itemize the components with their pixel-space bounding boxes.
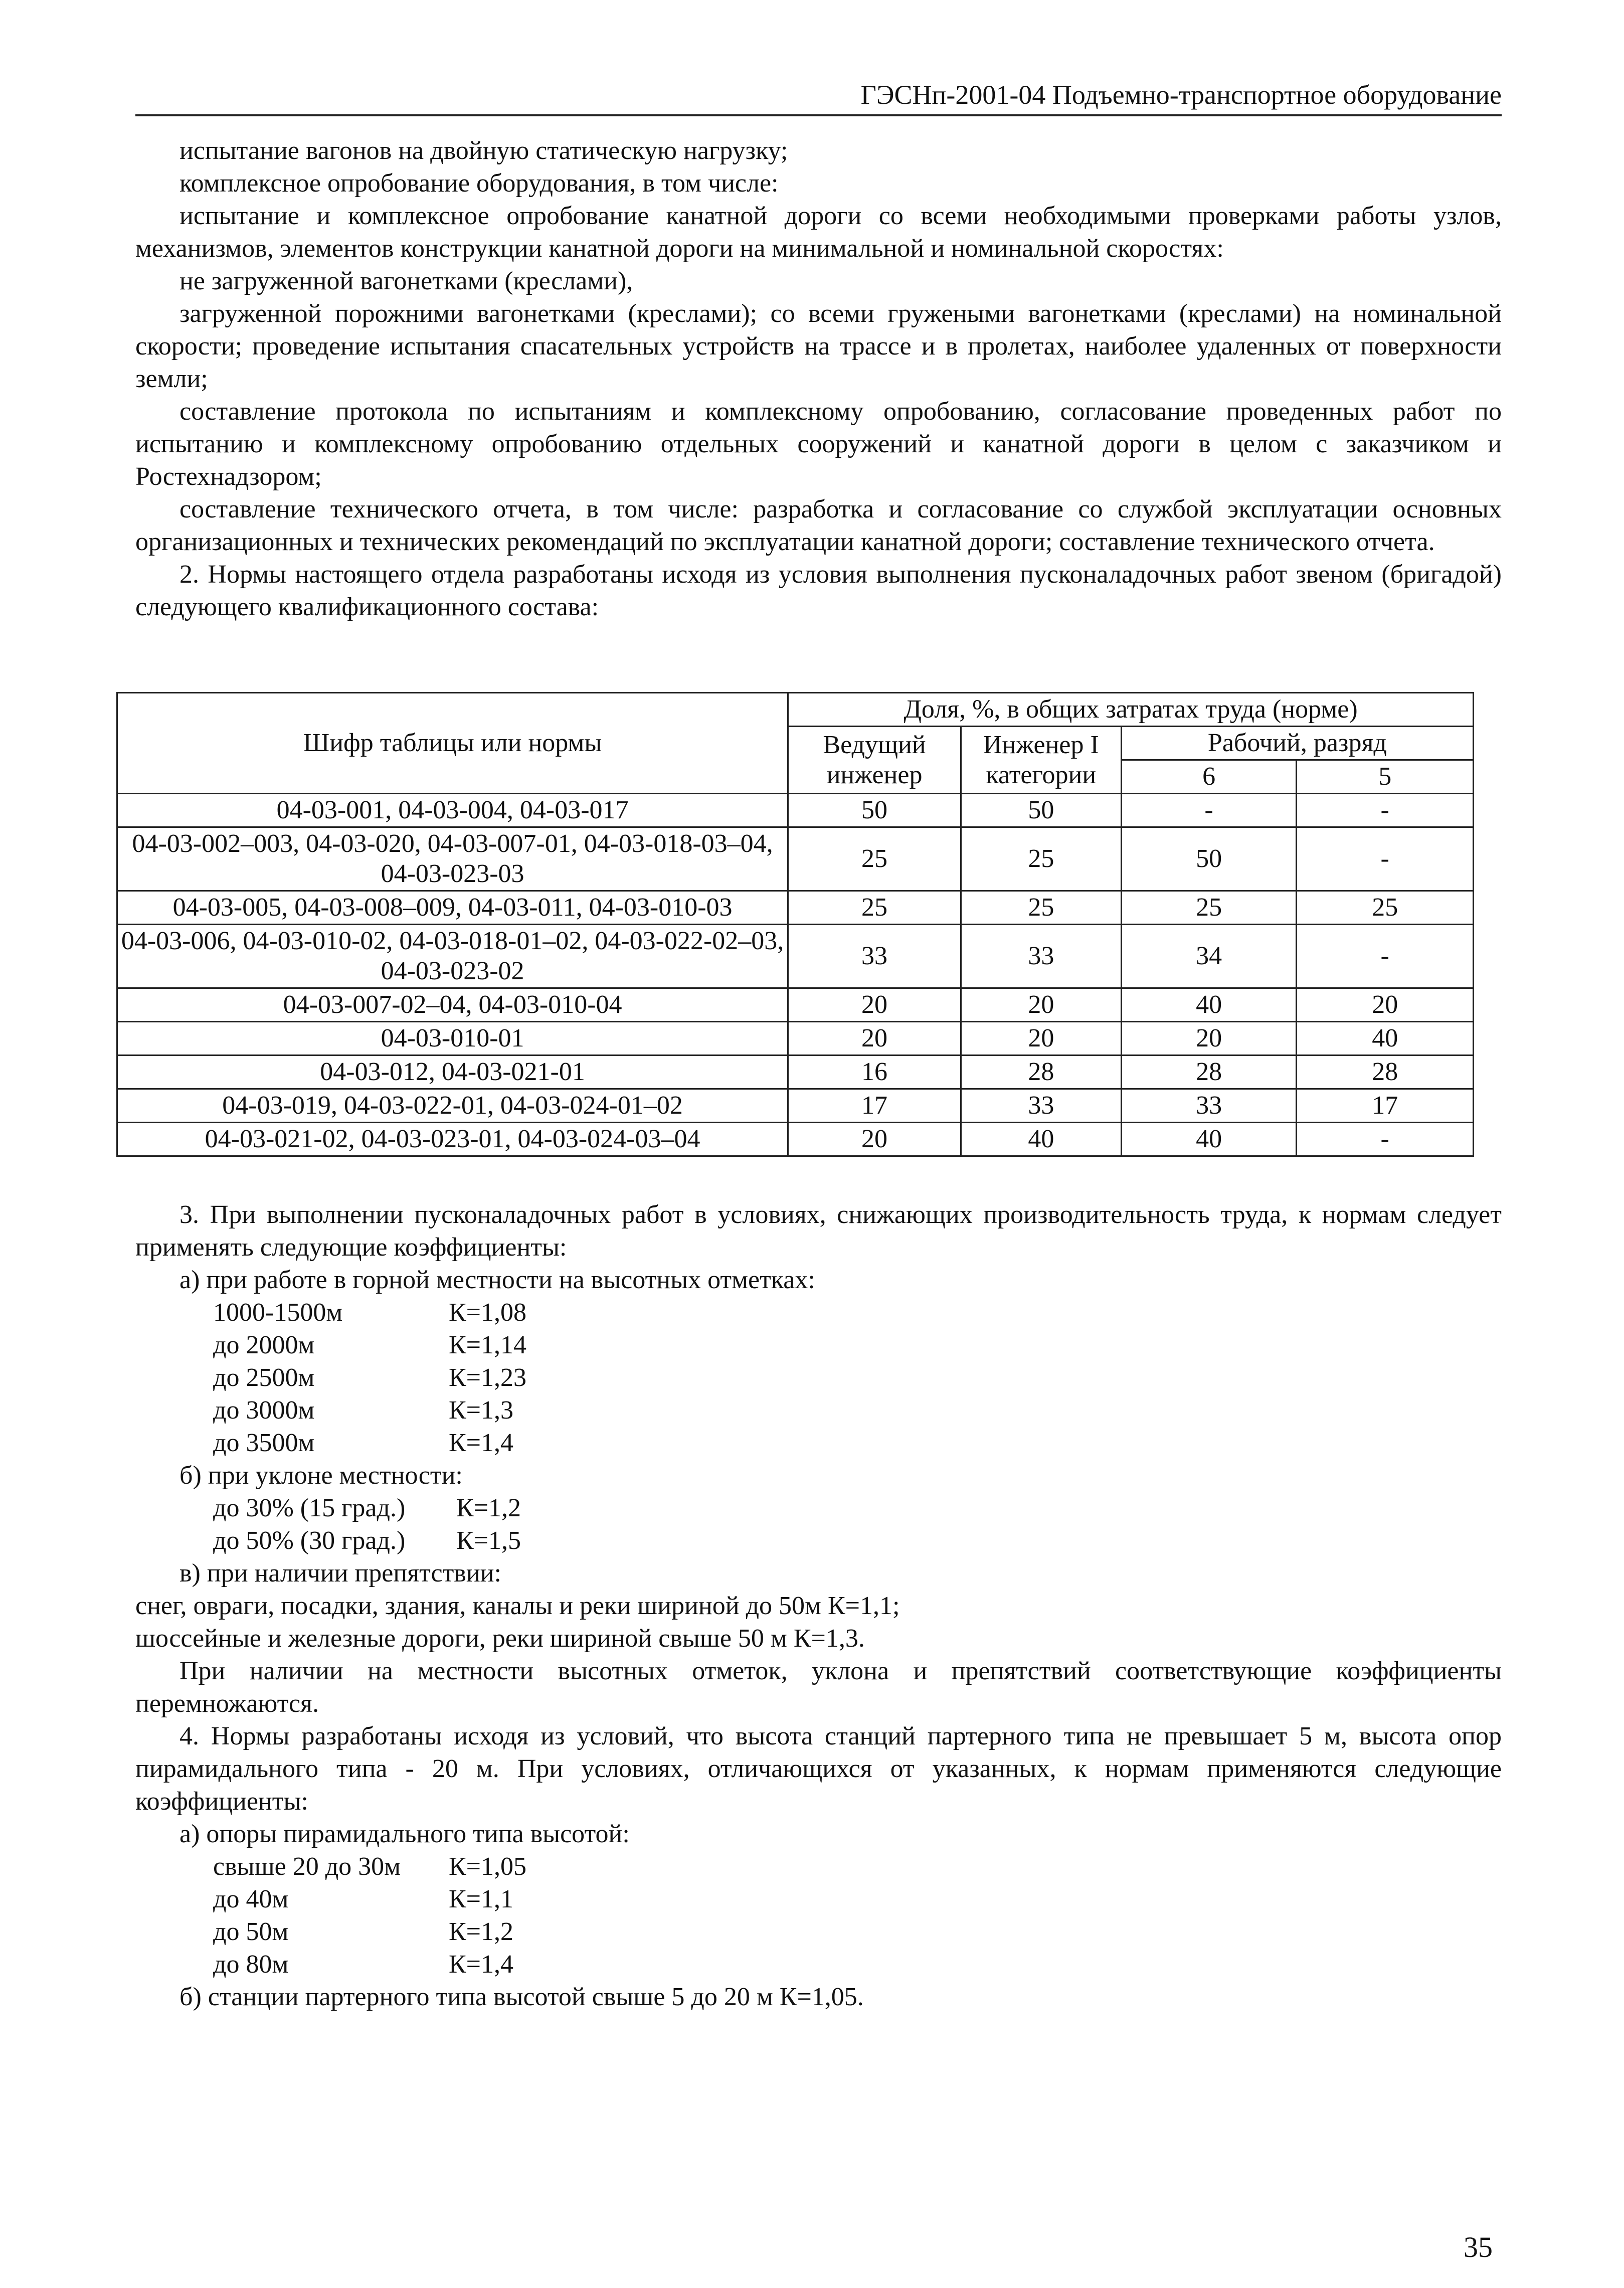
coefficient-value: К=1,2 <box>456 1494 521 1522</box>
coefficient-value: К=1,1 <box>449 1885 514 1913</box>
coefficient-label: до 30% (15 град.) <box>213 1494 406 1522</box>
table-row <box>117 1123 1474 1156</box>
coefficient-value: К=1,3 <box>449 1396 514 1425</box>
coefficient-label: до 2500м <box>213 1363 315 1392</box>
table-row <box>117 1022 1474 1055</box>
column-header-engineer: Инженер I категории <box>961 727 1121 794</box>
coefficient-value: К=1,05 <box>449 1852 527 1881</box>
coefficient-item <box>213 1915 1502 1948</box>
column-header-grade-5: 5 <box>1297 760 1474 794</box>
cell-lead: 16 <box>788 1055 961 1089</box>
paragraph: При наличии на местности высотных отметок, уклона и препятствий соответствующие коэффициенты перемножаются. <box>135 1657 1502 1718</box>
cell-code: 04-03-007-02–04, 04-03-010-04 <box>117 988 788 1022</box>
header-title: ГЭСНп-2001-04 Подъемно-транспортное оборудование <box>860 80 1502 110</box>
coefficient-value: К=1,4 <box>449 1429 514 1457</box>
paragraph: 3. При выполнении пусконаладочных работ в условиях, снижающих производительность труда, к нормам следует применять следующие коэффициенты: <box>135 1200 1502 1262</box>
running-header <box>135 75 1502 116</box>
cell-grade-6: 40 <box>1121 1123 1297 1156</box>
coefficient-list <box>135 1296 1502 1459</box>
paragraph: шоссейные и железные дороги, реки шириной свыше 50 м К=1,3. <box>135 1624 865 1653</box>
subsection-title: а) опоры пирамидального типа высотой: <box>179 1820 630 1848</box>
cell-engineer: 25 <box>961 891 1121 925</box>
paragraph: составление технического отчета, в том числе: разработка и согласование со службой эксплуатации основных организационных и технических рекомендаций по эксплуатации канатной дороги; составление технического отчета. <box>135 495 1502 556</box>
cell-engineer: 40 <box>961 1123 1121 1156</box>
paragraph: 4. Нормы разработаны исходя из условий, что высота станций партерного типа не превышает 5 м, высота опор пирамидального типа - 20 м. При условиях, отличающихся от указанных, к нормам применяются следующие коэффициенты: <box>135 1722 1502 1816</box>
subsection-title: б) при уклоне местности: <box>179 1461 463 1490</box>
paragraph: комплексное опробование оборудования, в том числе: <box>179 169 779 198</box>
coefficient-item <box>213 1883 1502 1915</box>
cell-lead: 25 <box>788 891 961 925</box>
paragraph: не загруженной вагонетками (креслами), <box>179 267 633 295</box>
cell-grade-5: - <box>1297 827 1474 891</box>
coefficient-value: К=1,2 <box>449 1917 514 1946</box>
coefficient-label: до 80м <box>213 1950 289 1979</box>
section-3 <box>135 1198 1502 1720</box>
cell-engineer: 28 <box>961 1055 1121 1089</box>
column-header-worker-grade: Рабочий, разряд <box>1121 727 1473 760</box>
coefficient-item <box>213 1427 1502 1459</box>
column-header-grade-6: 6 <box>1121 760 1297 794</box>
coefficient-item <box>213 1948 1502 1981</box>
coefficient-item <box>213 1329 1502 1361</box>
column-header-code: Шифр таблицы или нормы <box>117 693 788 794</box>
cell-grade-5: 28 <box>1297 1055 1474 1089</box>
coefficient-value: К=1,23 <box>449 1363 527 1392</box>
cell-grade-5: 40 <box>1297 1022 1474 1055</box>
cell-grade-6: 34 <box>1121 925 1297 988</box>
paragraph: испытание и комплексное опробование канатной дороги со всеми необходимыми проверками работы узлов, механизмов, элементов конструкции канатной дороги на минимальной и номинальной скоростях: <box>135 202 1502 263</box>
coefficient-item <box>213 1296 1502 1329</box>
cell-lead: 25 <box>788 827 961 891</box>
page-number: 35 <box>1464 2231 1493 2263</box>
table-header-row <box>117 693 1474 727</box>
coefficient-label: до 2000м <box>213 1331 315 1359</box>
table-row <box>117 925 1474 988</box>
cell-lead: 20 <box>788 988 961 1022</box>
cell-lead: 50 <box>788 794 961 827</box>
cell-grade-6: - <box>1121 794 1297 827</box>
column-header-share: Доля, %, в общих затратах труда (норме) <box>788 693 1474 727</box>
cell-grade-6: 50 <box>1121 827 1297 891</box>
cell-lead: 20 <box>788 1123 961 1156</box>
coefficient-item <box>213 1394 1502 1427</box>
table-row <box>117 891 1474 925</box>
coefficient-label: до 50м <box>213 1917 289 1946</box>
cell-grade-5: 25 <box>1297 891 1474 925</box>
qualification-table <box>116 692 1474 1157</box>
table-row <box>117 827 1474 891</box>
coefficient-label: 1000-1500м <box>213 1298 343 1327</box>
coefficient-item <box>213 1524 1502 1557</box>
cell-grade-5: - <box>1297 1123 1474 1156</box>
cell-code: 04-03-005, 04-03-008–009, 04-03-011, 04-03-010-03 <box>117 891 788 925</box>
coefficient-list <box>135 1492 1502 1557</box>
coefficient-label: до 40м <box>213 1885 289 1913</box>
coefficient-label: до 50% (30 град.) <box>213 1526 406 1555</box>
cell-grade-6: 40 <box>1121 988 1297 1022</box>
cell-grade-5: - <box>1297 794 1474 827</box>
coefficient-list <box>135 1850 1502 1981</box>
cell-code: 04-03-010-01 <box>117 1022 788 1055</box>
paragraph: загруженной порожними вагонетками (креслами); со всеми гружеными вагонетками (креслами) на номинальной скорости; проведение испытания спасательных устройств на трассе и в пролетах, наиболее удаленных от поверхности земли; <box>135 299 1502 393</box>
cell-code: 04-03-019, 04-03-022-01, 04-03-024-01–02 <box>117 1089 788 1123</box>
coefficient-value: К=1,4 <box>449 1950 514 1979</box>
cell-engineer: 25 <box>961 827 1121 891</box>
subsection-title: в) при наличии препятствии: <box>179 1559 501 1588</box>
coefficient-value: К=1,5 <box>456 1526 521 1555</box>
coefficient-item <box>213 1361 1502 1394</box>
table-row <box>117 1055 1474 1089</box>
coefficient-label: до 3000м <box>213 1396 315 1425</box>
intro-block <box>135 134 1502 623</box>
cell-grade-5: 17 <box>1297 1089 1474 1123</box>
section-4 <box>135 1720 1502 2013</box>
table-row <box>117 988 1474 1022</box>
cell-code: 04-03-002–003, 04-03-020, 04-03-007-01, 04-03-018-03–04, 04-03-023-03 <box>117 827 788 891</box>
cell-grade-5: 20 <box>1297 988 1474 1022</box>
table-row <box>117 1089 1474 1123</box>
cell-engineer: 33 <box>961 925 1121 988</box>
cell-code: 04-03-001, 04-03-004, 04-03-017 <box>117 794 788 827</box>
cell-engineer: 20 <box>961 988 1121 1022</box>
table-row <box>117 794 1474 827</box>
coefficient-value: К=1,08 <box>449 1298 527 1327</box>
cell-code: 04-03-012, 04-03-021-01 <box>117 1055 788 1089</box>
cell-grade-6: 33 <box>1121 1089 1297 1123</box>
cell-grade-5: - <box>1297 925 1474 988</box>
cell-engineer: 50 <box>961 794 1121 827</box>
cell-grade-6: 25 <box>1121 891 1297 925</box>
cell-grade-6: 20 <box>1121 1022 1297 1055</box>
cell-lead: 20 <box>788 1022 961 1055</box>
column-header-lead-engineer: Ведущий инженер <box>788 727 961 794</box>
coefficient-item <box>213 1492 1502 1524</box>
cell-engineer: 33 <box>961 1089 1121 1123</box>
coefficient-label: свыше 20 до 30м <box>213 1852 401 1881</box>
paragraph: 2. Нормы настоящего отдела разработаны исходя из условия выполнения пусконаладочных работ звеном (бригадой) следующего квалификационного состава: <box>135 560 1502 621</box>
cell-engineer: 20 <box>961 1022 1121 1055</box>
subsection-title: а) при работе в горной местности на высотных отметках: <box>179 1266 815 1294</box>
paragraph: снег, овраги, посадки, здания, каналы и реки шириной до 50м К=1,1; <box>135 1592 900 1620</box>
cell-grade-6: 28 <box>1121 1055 1297 1089</box>
cell-code: 04-03-006, 04-03-010-02, 04-03-018-01–02, 04-03-022-02–03, 04-03-023-02 <box>117 925 788 988</box>
cell-code: 04-03-021-02, 04-03-023-01, 04-03-024-03–04 <box>117 1123 788 1156</box>
paragraph: б) станции партерного типа высотой свыше 5 до 20 м К=1,05. <box>179 1983 864 2011</box>
paragraph: испытание вагонов на двойную статическую нагрузку; <box>179 136 788 165</box>
coefficient-item <box>213 1850 1502 1883</box>
paragraph: составление протокола по испытаниям и комплексному опробованию, согласование проведенных работ по испытанию и комплексному опробованию отдельных сооружений и канатной дороги в целом с заказчиком и Ростехнадзором; <box>135 397 1502 491</box>
cell-lead: 33 <box>788 925 961 988</box>
coefficient-value: К=1,14 <box>449 1331 527 1359</box>
cell-lead: 17 <box>788 1089 961 1123</box>
coefficient-label: до 3500м <box>213 1429 315 1457</box>
